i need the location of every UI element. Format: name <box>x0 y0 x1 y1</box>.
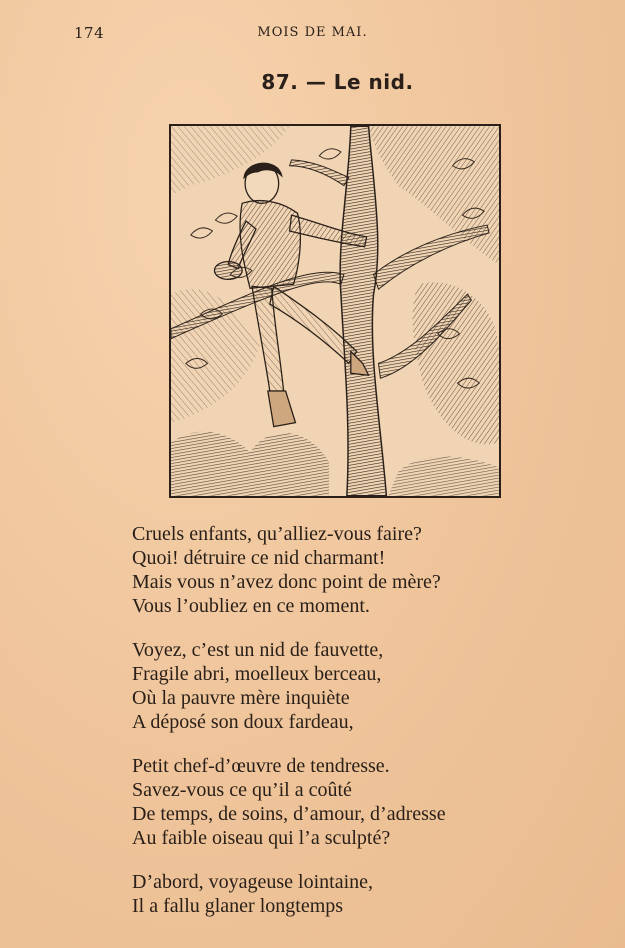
verse-line: Cruels enfants, qu’alliez-vous faire? <box>132 523 422 545</box>
verse-line: Savez-vous ce qu’il a coûté <box>132 779 352 801</box>
verse-line: Où la pauvre mère inquiète <box>132 687 350 709</box>
verse-line: Mais vous n’avez donc point de mère? <box>132 571 441 593</box>
verse-line: Voyez, c’est un nid de fauvette, <box>132 639 384 661</box>
poem <box>132 522 602 938</box>
verse-line: Il a fallu glaner longtemps <box>132 895 344 917</box>
verse-line: Fragile abri, moelleux berceau, <box>132 663 382 685</box>
stanza-3 <box>132 754 602 850</box>
verse-line: De temps, de soins, d’amour, d’adresse <box>132 803 446 825</box>
stanza-4 <box>132 870 602 918</box>
verse-line: Petit chef-d’œuvre de tendresse. <box>132 755 390 777</box>
verse-line: A déposé son doux fardeau, <box>132 711 354 733</box>
stanza-2 <box>132 638 602 734</box>
boy-climbing-tree-illustration <box>169 124 501 498</box>
verse-line: D’abord, voyageuse lointaine, <box>132 871 374 893</box>
verse-line: Vous l’oubliez en ce moment. <box>132 595 370 617</box>
running-head: MOIS DE MAI. <box>257 25 368 40</box>
engraving-icon <box>171 126 499 496</box>
verse-line: Quoi! détruire ce nid charmant! <box>132 547 386 569</box>
page-number: 174 <box>74 24 105 42</box>
stanza-1 <box>132 522 602 618</box>
poem-title: 87. — Le nid. <box>261 70 414 94</box>
verse-line: Au faible oiseau qui l’a sculpté? <box>132 827 391 849</box>
